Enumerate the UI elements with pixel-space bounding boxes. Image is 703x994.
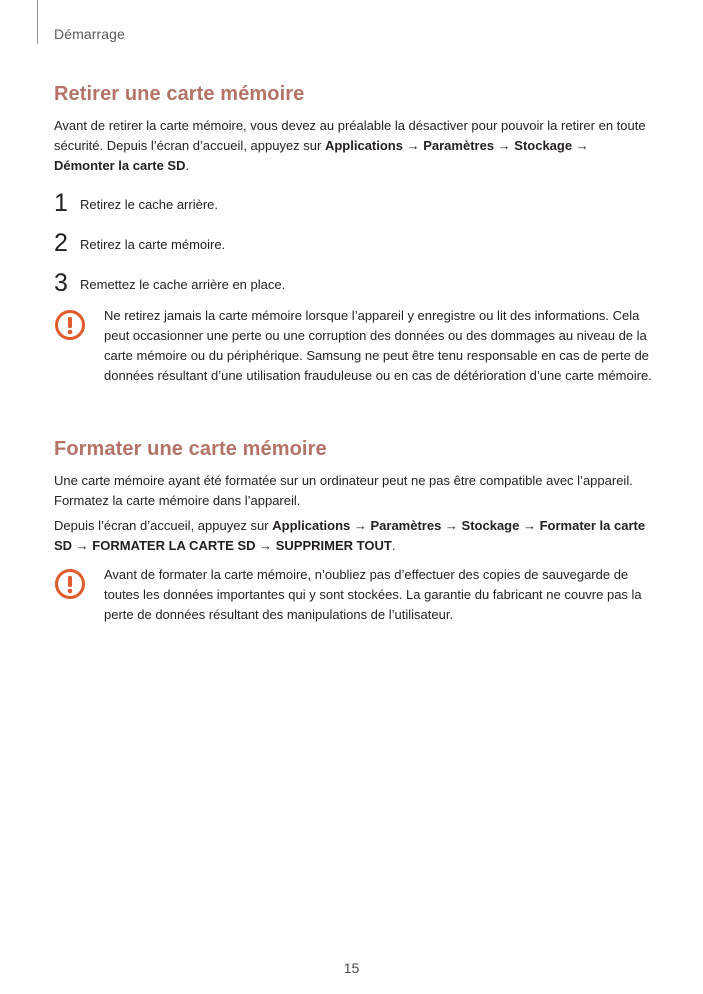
step-number: 1 xyxy=(54,189,68,217)
warning-text-remove-card: Ne retirez jamais la carte mémoire lorsque l’appareil y enregistre ou lit des informations. Cela peut occasionner une perte ou une corruption des données ou des dommages au niveau de la carte mémoire ou du périphérique. Samsung ne peut être tenu responsable en cas de perte de données résultant d’une utilisation frauduleuse ou en cas de détérioration d’une carte mémoire. xyxy=(104,308,652,383)
arrow: → xyxy=(519,518,540,533)
warning-icon xyxy=(54,309,86,341)
step-number: 3 xyxy=(54,269,68,297)
section-title-format-card: Formater une carte mémoire xyxy=(54,438,327,460)
page-number: 15 xyxy=(343,960,360,976)
menu-applications: Applications xyxy=(324,138,403,153)
menu-parametres: Paramètres xyxy=(423,138,495,153)
format-path-instructions xyxy=(54,516,652,556)
step-text: Remettez le cache arrière en place. xyxy=(80,277,286,292)
step-number: 2 xyxy=(54,229,68,257)
step-text: Retirez la carte mémoire. xyxy=(80,237,226,252)
menu-demonter-carte-sd: Démonter la carte SD xyxy=(54,158,186,173)
button-formater-la-carte-sd: FORMATER LA CARTE SD xyxy=(92,538,256,553)
header-divider xyxy=(37,0,38,44)
path-text: Depuis l’écran d’accueil, appuyez sur xyxy=(54,518,273,533)
intro-text: Avant de retirer la carte mémoire, vous devez au préalable la désactiver pour pouvoir la retirer en toute sécurité. Depuis l’écran d’accueil, appuyez sur xyxy=(54,118,646,153)
warning-icon xyxy=(54,568,86,600)
button-supprimer-tout: SUPPRIMER TOUT xyxy=(275,538,392,553)
section-title-remove-card: Retirer une carte mémoire xyxy=(54,83,305,105)
menu-applications: Applications xyxy=(272,518,351,533)
arrow: → xyxy=(402,138,424,153)
section-intro-format-card: Une carte mémoire ayant été formatée sur un ordinateur peut ne pas être compatible avec l’appareil. Formatez la carte mémoire dans l’appareil. xyxy=(54,473,633,508)
menu-stockage: Stockage xyxy=(461,518,520,533)
period: . xyxy=(391,538,396,553)
arrow: → xyxy=(441,518,462,533)
menu-formater-carte-sd: Formater la carte SD xyxy=(54,518,646,553)
arrow: → xyxy=(494,138,515,153)
section-intro-remove-card xyxy=(54,116,652,176)
arrow: → xyxy=(255,538,276,553)
arrow: → xyxy=(72,538,93,553)
chapter-header: Démarrage xyxy=(54,26,125,42)
warning-text-format-card: Avant de formater la carte mémoire, n’oubliez pas d’effectuer des copies de sauvegarde de toutes les données importantes qui y sont stockées. La garantie du fabricant ne couvre pas la perte de données résultant des manipulations de l’utilisateur. xyxy=(104,567,642,622)
menu-stockage: Stockage xyxy=(514,138,573,153)
arrow: → xyxy=(572,138,589,153)
step-text: Retirez le cache arrière. xyxy=(80,197,218,212)
menu-parametres: Paramètres xyxy=(370,518,442,533)
period: . xyxy=(185,158,190,173)
arrow: → xyxy=(350,518,371,533)
